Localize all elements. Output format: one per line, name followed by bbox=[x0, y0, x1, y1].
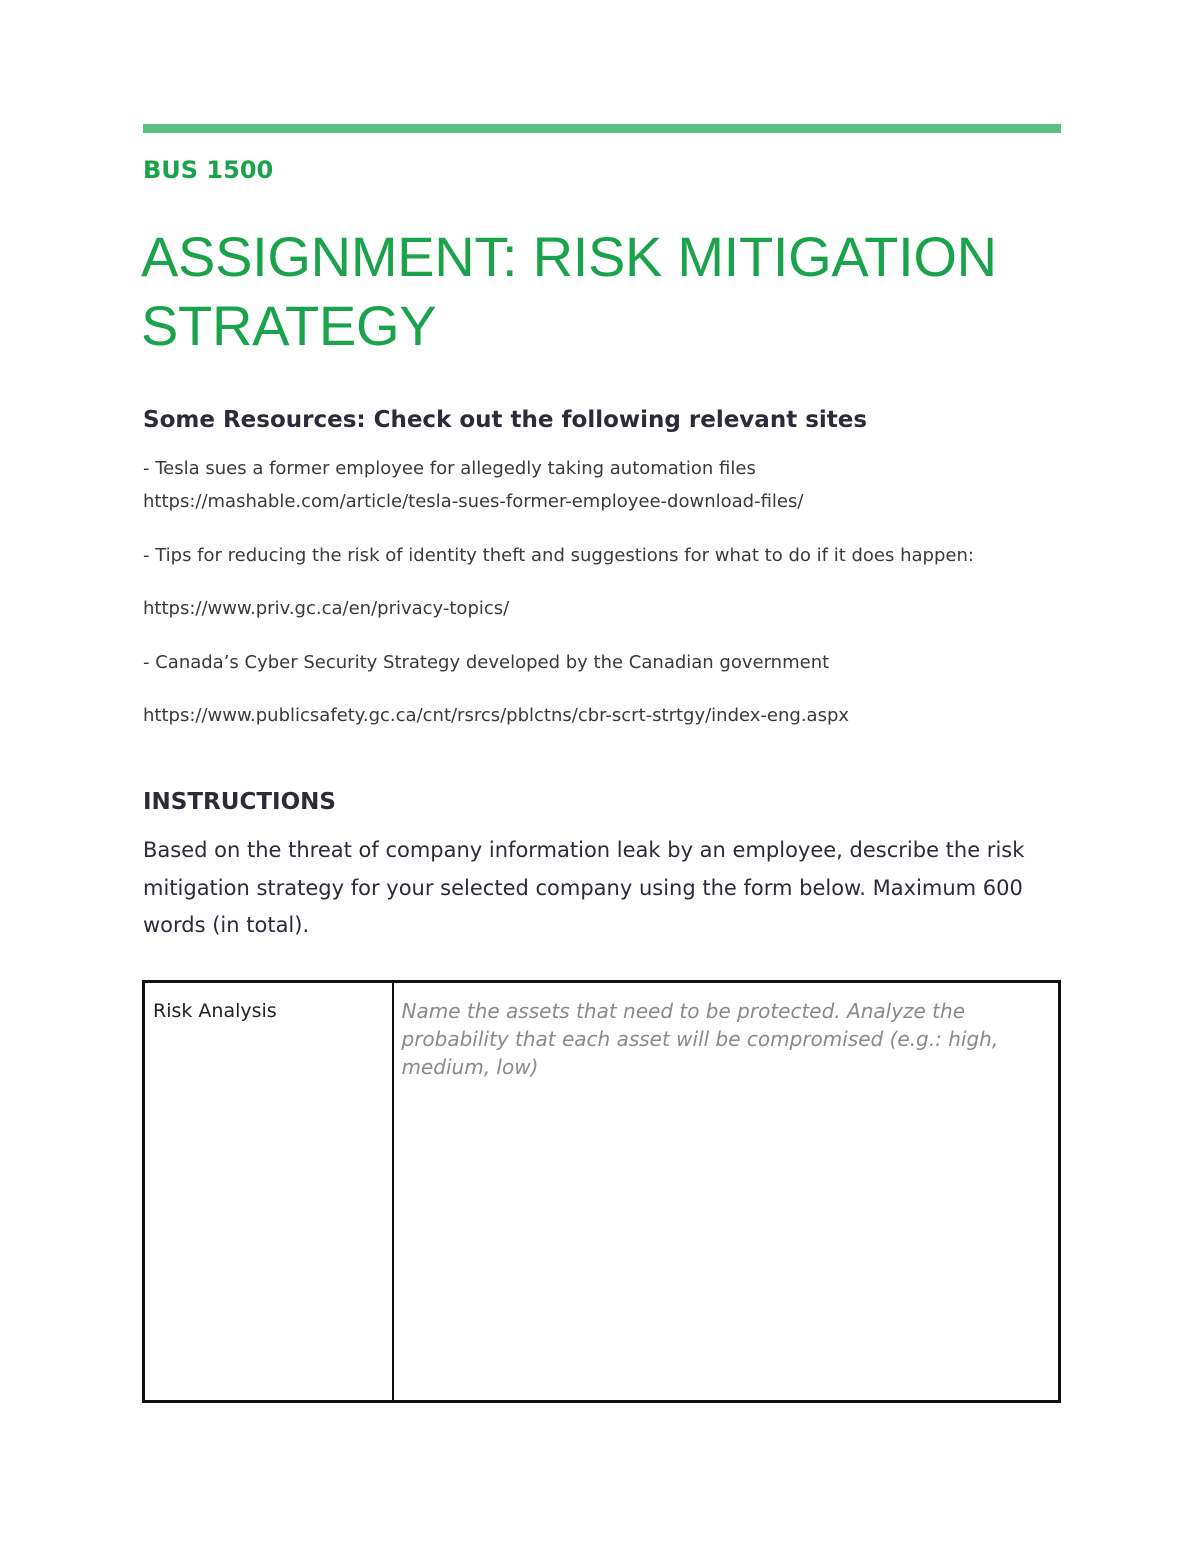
resource-3-description: - Canada’s Cyber Security Strategy developed by the Canadian government bbox=[143, 652, 830, 673]
resource-2-description: - Tips for reducing the risk of identity theft and suggestions for what to do if it does happen: bbox=[143, 545, 974, 566]
resource-1-description: - Tesla sues a former employee for allegedly taking automation files bbox=[143, 458, 756, 479]
document-title: ASSIGNMENT: RISK MITIGATION STRATEGY bbox=[141, 225, 997, 357]
resource-3-link[interactable]: https://www.publicsafety.gc.ca/cnt/rsrcs/pblctns/cbr-scrt-strtgy/index-eng.aspx bbox=[143, 705, 850, 726]
form-row-risk-analysis bbox=[144, 982, 1060, 1402]
instructions-body: Based on the threat of company information leak by an employee, describe the risk mitigation strategy for your selected company using the form below. Maximum 600 words (in total). bbox=[143, 838, 1025, 937]
course-code: BUS 1500 bbox=[143, 156, 274, 184]
top-accent-rule bbox=[143, 124, 1061, 133]
resource-1-link[interactable]: https://mashable.com/article/tesla-sues-former-employee-download-files/ bbox=[143, 491, 804, 512]
form-row-label: Risk Analysis bbox=[144, 982, 393, 1402]
resource-2-link[interactable]: https://www.priv.gc.ca/en/privacy-topics/ bbox=[143, 598, 510, 619]
risk-form-table bbox=[142, 980, 1061, 1403]
resources-heading: Some Resources: Check out the following relevant sites bbox=[143, 407, 868, 433]
form-row-response-area[interactable]: Name the assets that need to be protected. Analyze the probability that each asset will be compromised (e.g.: high, medium, low) bbox=[393, 982, 1060, 1402]
instructions-heading: INSTRUCTIONS bbox=[143, 789, 336, 815]
